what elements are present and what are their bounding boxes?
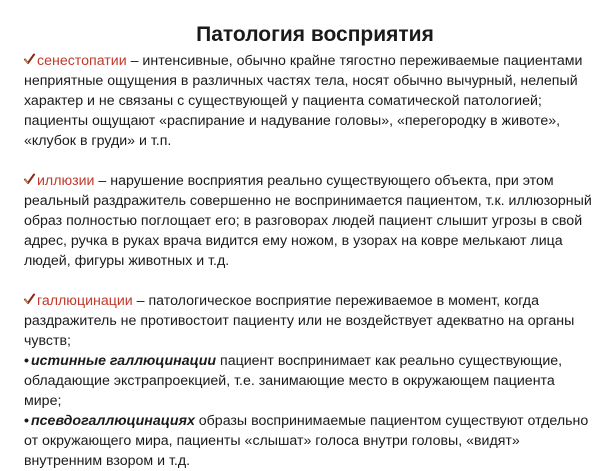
page-title: Патология восприятия <box>196 23 434 46</box>
check-arrow-icon <box>24 293 35 306</box>
item-label-true-hallucinations: истинные галлюцинации <box>31 353 217 369</box>
bullet-icon: • <box>24 353 29 369</box>
section-hallucinations <box>24 291 596 471</box>
term-senestopathy: сенестопатии <box>37 53 127 69</box>
bullet-icon: • <box>24 413 29 429</box>
definition-illusions: – нарушение восприятия реально существующего объекта, при этом реальный раздражитель совершенно не воспринимается пациентом, т.к. иллюзорный образ полностью поглощает его; в разговорах людей пациент слышит угрозы в свой адрес, ручка в руках врача видится ему ножом, в узорах на ковре мелькают лица людей, фигуры животных и т.д. <box>24 173 592 269</box>
term-illusions: иллюзии <box>37 173 95 189</box>
list-item <box>24 351 596 411</box>
definition-senestopathy: – интенсивные, обычно крайне тягостно переживаемые пациентами неприятные ощущения в различных частях тела, носят обычно вычурный, нелепый характер и не связаны с существующей у пациента соматической патологией; пациенты ощущают «распирание и надувание головы», «перегородку в животе», «клубок в груди» и т.п. <box>24 53 583 149</box>
definition-hallucinations: – патологическое восприятие переживаемое в момент, когда раздражитель не противостоит пациенту или не воздействует адекватно на органы чувств; <box>24 293 575 349</box>
section-senestopathy <box>24 51 596 151</box>
item-label-pseudohallucinations: псевдогаллюцинациях <box>31 413 195 429</box>
section-illusions <box>24 171 596 271</box>
item-text-true-hallucinations: пациент воспринимает как реально существующие, обладающие экстрапроекцией, т.е. занимающие место в окружающем пациента мире; <box>24 353 563 409</box>
list-item <box>24 411 596 471</box>
term-hallucinations: галлюцинации <box>37 293 133 309</box>
check-arrow-icon <box>24 173 35 186</box>
check-arrow-icon <box>24 53 35 66</box>
item-text-pseudohallucinations: образы воспринимаемые пациентом существуют отдельно от окружающего мира, пациенты «слышат» голоса внутри головы, «видят» внутренним взором и т.д. <box>24 413 589 469</box>
